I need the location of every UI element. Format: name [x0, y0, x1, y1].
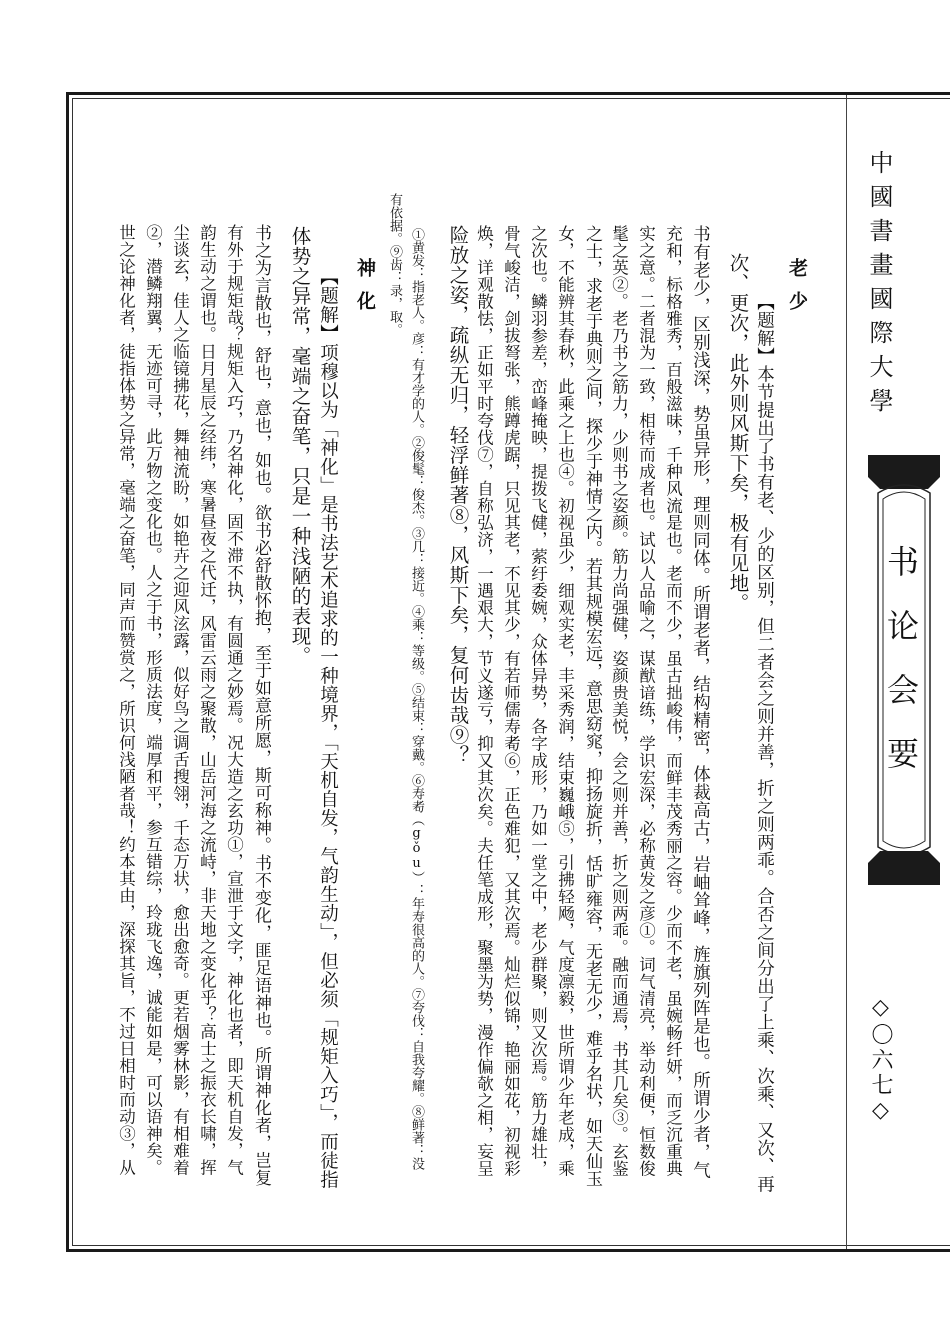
series-title: 书论会要 — [882, 545, 920, 801]
section1-note-1: ①黄发：指老人。彦：有才学的人。②俊髦：俊杰。③几：接近。④乘：等级。⑤结束：穿戴。⑥寿耇（gǒu）：年寿很高的人。⑦夸伐：自我夸耀。⑧鲜著：没 — [409, 228, 424, 1170]
margin-divider — [846, 95, 847, 1249]
section2-line-6: 尘谈玄，佳人之临镜拂花，舞袖流盼，如艳卉之迎风泫露，似好鸟之调舌搜翎，千态万状，愈出愈奇。更若烟雾林影，有相难着 — [170, 224, 190, 1176]
section1-line-10: 骨气峻洁，剑拔弩张，熊蹲虎踞，只见其老，不见其少，有若师儒寿耇⑥，正色难犯，又其次焉。灿烂似锦，艳丽如花，初视彩 — [501, 225, 521, 1177]
section2-line-5: 韵生动之谓也。日月星辰之经纬，寒暑昼夜之代迁，风雷云雨之聚散，山岳河海之流峙，非天地之变化乎？高士之振衣长啸，挥 — [197, 224, 217, 1176]
section2-line-1: 【题解】项穆以为「神化」是书法艺术追求的一种境界，「天机自发，气韵生动」，但必须「规矩入巧」，而徒指 — [317, 267, 339, 1190]
section1-line-8: 女，不能辨其春秋，此乘之上也④。初视虽少，细观实老，丰采秀润，结束巍峨⑤，引拂轻飏，气度凛毅，世所谓少年老成，乘 — [555, 225, 575, 1177]
section2-line-3: 书之为言散也，舒也，意也，如也。欲书必舒散怀抱，至于如意所愿，斯可称神。书不变化，匪足语神也。所谓神化者，岂复 — [251, 224, 271, 1187]
section1-line-1: 【题解】本节提出了书有老、少的区别，但二者会之则并善，折之则两乖。合否之间分出了上乘、次乘、又次、再 — [754, 293, 775, 1193]
page-number: ◇〇六七◇ — [868, 995, 893, 1126]
section1-line-3: 书有老少，区别浅深，势虽异形，理则同体。所谓老者，结构精密，体裁高古，岩岫耸峰，旌旗列阵是也。所谓少者，气 — [690, 225, 711, 1179]
section1-line-4: 充和，标格雅秀，百般滋味，千种风流是也。老而不少，虽古拙峻伟，而鲜丰茂秀丽之容。少而不老，虽婉畅纤妍，而乏沉重典 — [663, 225, 683, 1177]
section1-line-9: 之次也。鳞羽参差，峦峰掩映，提拨飞健，萦纡委婉，众体异势，各字成形，乃如一堂之中，老少群聚，则又次焉。筋力雄壮， — [528, 225, 548, 1177]
section2-line-2: 体势之异常，毫端之奋笔，只是一种浅陋的表现。 — [288, 226, 312, 666]
section1-line-12: 险放之姿，疏纵无归，轻浮鲜著⑧，风斯下矣，复何齿哉⑨？ — [446, 225, 470, 765]
section2-line-7: ②，潜鳞翔翼，无迹可寻，此万物之变化也。人之于书，形质法度，端厚和平，参互错综，玲珑飞逸，诚能如是，可以语神矣。 — [143, 224, 163, 1176]
section-heading-shenhua: 神化 — [354, 258, 376, 324]
section1-note-2: 有依据。⑨齿：录，取。 — [387, 193, 402, 336]
section1-line-6: 髦之英②。老乃书之筋力，少则书之姿颜。筋力尚强健，姿颜贵美悦，会之则并善，折之则两乖。融而通焉，书其几矣③。玄鉴 — [609, 225, 629, 1177]
section-heading-laoshao: 老少 — [786, 258, 808, 324]
section1-line-11: 焕，详观散怯，正如平时夸伐⑦，自称弘济，一遇艰大，节义遂亏，抑又其次矣。夫任笔成形，聚墨为势，漫作偏欹之相，妄呈 — [474, 225, 494, 1177]
section1-line-2: 次、更次，此外则风斯下矣，极有见地。 — [726, 253, 750, 613]
publisher-name: 中國書畫國際大學 — [865, 150, 893, 422]
section2-line-4: 有外于规矩哉？规矩入巧，乃名神化，固不滞不执，有圆通之妙焉。况大造之玄功①，宣泄于文字，神化也者，即天机自发，气 — [224, 224, 244, 1176]
section1-line-5: 实之意。二者混为一致，相待而成者也。试以人品喻之，谋猷谙练，学识宏深，必称黄发之彦①。词气清亮，举动利便，恒数俊 — [636, 225, 656, 1177]
section1-line-7: 之士，求老于典则之间，探少于神情之内。若其规模宏远，意思窈窕，抑扬旋折，恬旷雍容，无老无少，难乎名状，如天仙玉 — [582, 225, 602, 1188]
section2-line-8: 世之论神化者，徒指体势之异常，毫端之奋笔，同声而赞赏之，所识何浅陋者哉！约本其由，深探其旨，不过日相时而动③，从 — [116, 224, 136, 1176]
